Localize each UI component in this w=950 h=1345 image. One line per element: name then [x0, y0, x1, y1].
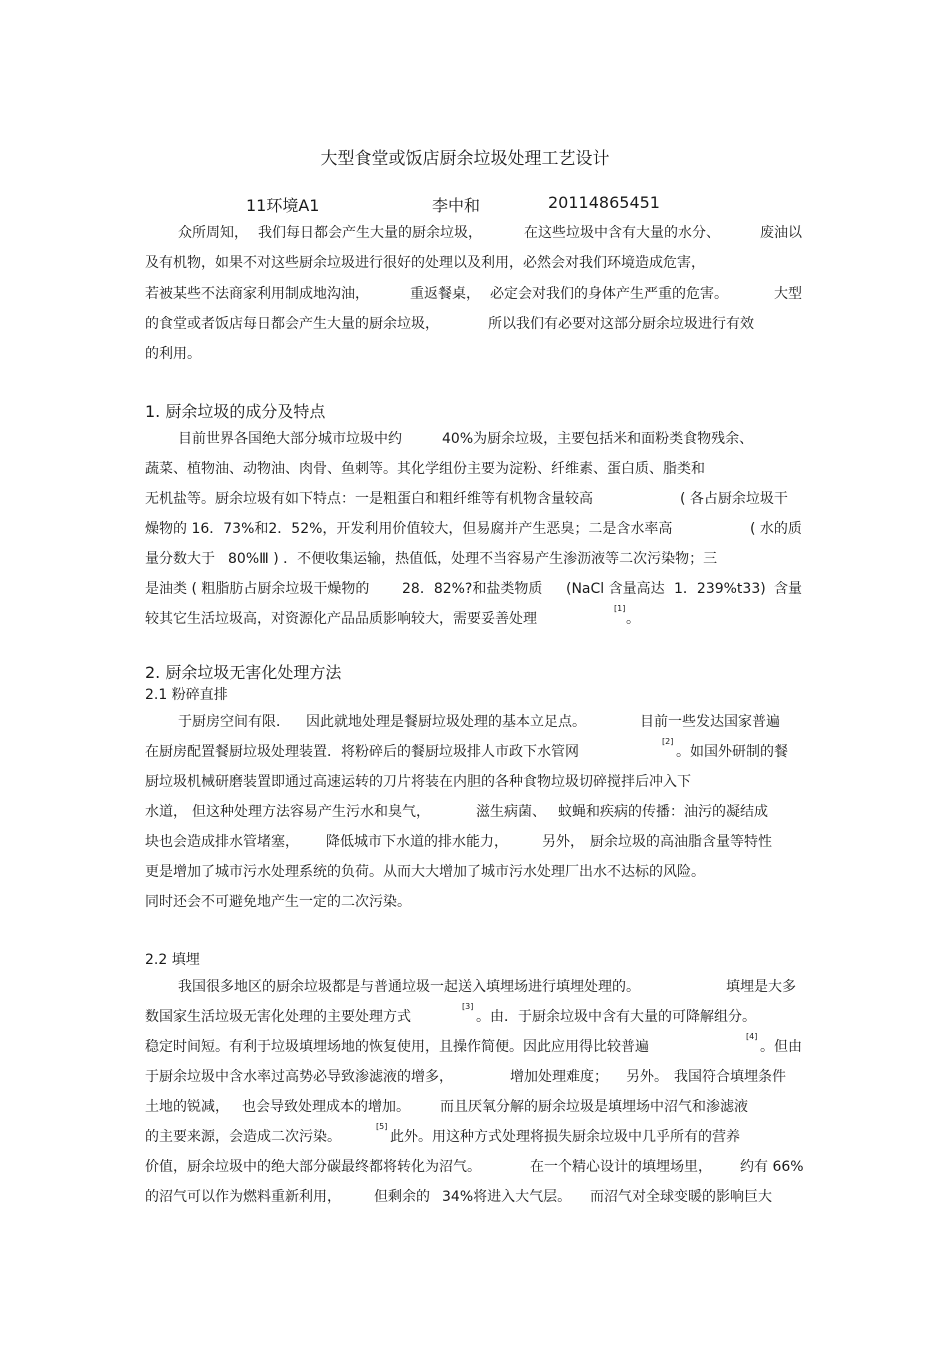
author-name: 李中和	[432, 196, 481, 215]
text-segment: 此外。用这种方式处理将损失厨余垃圾中几乎所有的营养	[390, 1129, 740, 1145]
text-segment: 的利用。	[145, 346, 201, 362]
citation-ref: [5]	[376, 1122, 388, 1131]
text-segment: 同时还会不可避免地产生一定的二次污染。	[145, 894, 411, 910]
text-segment: 另外。	[626, 1069, 668, 1085]
subsection-heading: 2.2 填埋	[145, 952, 200, 968]
text-segment: 的食堂或者饭店每日都会产生大量的厨余垃圾，	[145, 316, 439, 332]
citation-ref: [3]	[462, 1002, 474, 1011]
text-segment: ( 水的质	[750, 521, 802, 537]
text-segment: 。	[626, 611, 640, 627]
text-segment: 必定会对我们的身体产生严重的危害。	[490, 286, 728, 302]
section-heading: 2. 厨余垃圾无害化处理方法	[145, 663, 342, 682]
text-segment: 。但由	[760, 1039, 802, 1055]
text-segment: 稳定时间短。有利于垃圾填埋场地的恢复使用，且操作简便。因此应用得比较普遍	[145, 1039, 649, 1055]
text-segment: 蔬菜、植物油、动物油、肉骨、鱼刺等。其化学组份主要为淀粉、纤维素、蛋白质、脂类和	[145, 461, 705, 477]
text-segment: (NaCl 含量高达	[566, 581, 665, 597]
text-segment: 及有机物，如果不对这些厨余垃圾进行很好的处理以及利用，必然会对我们环境造成危害，	[145, 255, 705, 271]
section-heading: 1. 厨余垃圾的成分及特点	[145, 402, 326, 421]
text-segment: 无机盐等。厨余垃圾有如下特点：一是粗蛋白和粗纤维等有机物含量较高	[145, 491, 593, 507]
text-segment: 价值，厨余垃圾中的绝大部分碳最终都将转化为沼气。	[145, 1159, 481, 1175]
text-segment: 但这种处理方法容易产生污水和臭气，	[192, 804, 430, 820]
text-segment: 是油类 ( 粗脂肪占厨余垃圾干燥物的	[145, 581, 370, 597]
text-segment: 较其它生活垃圾高，对资源化产品品质影响较大，需要妥善处理	[145, 611, 537, 627]
text-segment: 。由．于厨余垃圾中含有大量的可降解组分。	[476, 1009, 756, 1025]
text-segment: 所以我们有必要对这部分厨余垃圾进行有效	[488, 316, 754, 332]
text-segment: 厨余垃圾的高油脂含量等特性	[590, 834, 772, 850]
text-segment: 增加处理难度；	[510, 1069, 608, 1085]
text-segment: 在厨房配置餐厨垃圾处理装置．将粉碎后的餐厨垃圾排人市政下水管网	[145, 744, 579, 760]
text-segment: 水道，	[145, 804, 187, 820]
text-segment: 降低城市下水道的排水能力，	[326, 834, 508, 850]
text-segment: 另外，	[542, 834, 584, 850]
author-student-id: 20114865451	[548, 193, 660, 212]
text-segment: 我们每日都会产生大量的厨余垃圾，	[258, 225, 482, 241]
text-segment: 40%为厨余垃圾，主要包括米和面粉类食物残余、	[442, 431, 754, 447]
citation-ref: [2]	[662, 737, 674, 746]
text-segment: 滋生病菌、	[476, 804, 546, 820]
text-segment: 我国很多地区的厨余垃圾都是与普通垃圾一起送入填埋场进行填埋处理的。	[178, 979, 640, 995]
text-segment: 重返餐桌，	[410, 286, 480, 302]
text-segment: 约有 66%	[740, 1159, 804, 1175]
text-segment: 的主要来源，会造成二次污染。	[145, 1129, 341, 1145]
citation-ref: [4]	[746, 1032, 758, 1041]
text-segment: 也会导致处理成本的增加。	[242, 1099, 410, 1115]
text-segment: 厨垃圾机械研磨装置即通过高速运转的刀片将装在内胆的各种食物垃圾切碎搅拌后冲入下	[145, 774, 691, 790]
text-segment: 土地的锐减，	[145, 1099, 229, 1115]
text-segment: 的沼气可以作为燃料重新利用，	[145, 1189, 341, 1205]
text-segment: 而且厌氧分解的厨余垃圾是填埋场中沼气和渗滤液	[440, 1099, 748, 1115]
text-segment: 燥物的 16．73%和2．52%，开发利用价值较大，但易腐并产生恶臭；二是含水率高	[145, 521, 673, 537]
text-segment: 80%Ⅲ ) ．不便收集运输，热值低，处理不当容易产生渗沥液等二次污染物；三	[228, 551, 718, 567]
text-segment: 量分数大于	[145, 551, 215, 567]
text-segment: 1．239%t33)	[674, 581, 766, 597]
text-segment: 块也会造成排水管堵塞，	[145, 834, 299, 850]
text-segment: 于厨房空间有限．	[178, 714, 290, 730]
text-segment: 我国符合填埋条件	[674, 1069, 786, 1085]
subsection-heading: 2.1 粉碎直排	[145, 687, 228, 703]
text-segment: 在这些垃圾中含有大量的水分、	[524, 225, 720, 241]
author-class: 11环境A1	[246, 196, 320, 215]
text-segment: 而沼气对全球变暖的影响巨大	[590, 1189, 772, 1205]
text-segment: 目前世界各国绝大部分城市垃圾中约	[178, 431, 402, 447]
document-title: 大型食堂或饭店厨余垃圾处理工艺设计	[320, 149, 610, 169]
text-segment: 若被某些不法商家利用制成地沟油，	[145, 286, 369, 302]
text-segment: 目前一些发达国家普遍	[640, 714, 780, 730]
text-segment: 因此就地处理是餐厨垃圾处理的基本立足点。	[306, 714, 586, 730]
text-segment: 废油以	[760, 225, 802, 241]
text-segment: ( 各占厨余垃圾干	[680, 491, 788, 507]
text-segment: 34%将进入大气层。	[442, 1189, 572, 1205]
text-segment: 大型	[774, 286, 802, 302]
text-segment: 更是增加了城市污水处理系统的负荷。从而大大增加了城市污水处理厂出水不达标的风险。	[145, 864, 705, 880]
text-segment: 填埋是大多	[726, 979, 796, 995]
text-segment: 但剩余的	[374, 1189, 430, 1205]
text-segment: 众所周知，	[178, 225, 248, 241]
text-segment: 。如国外研制的餐	[676, 744, 788, 760]
text-segment: 含量	[774, 581, 802, 597]
text-segment: 在一个精心设计的填埋场里，	[530, 1159, 712, 1175]
text-segment: 蚊蝇和疾病的传播：油污的凝结成	[558, 804, 768, 820]
text-segment: 于厨余垃圾中含水率过高势必导致渗滤液的增多，	[145, 1069, 453, 1085]
text-segment: 数国家生活垃圾无害化处理的主要处理方式	[145, 1009, 411, 1025]
citation-ref: [1]	[614, 604, 626, 613]
text-segment: 28．82%?和盐类物质	[402, 581, 543, 597]
